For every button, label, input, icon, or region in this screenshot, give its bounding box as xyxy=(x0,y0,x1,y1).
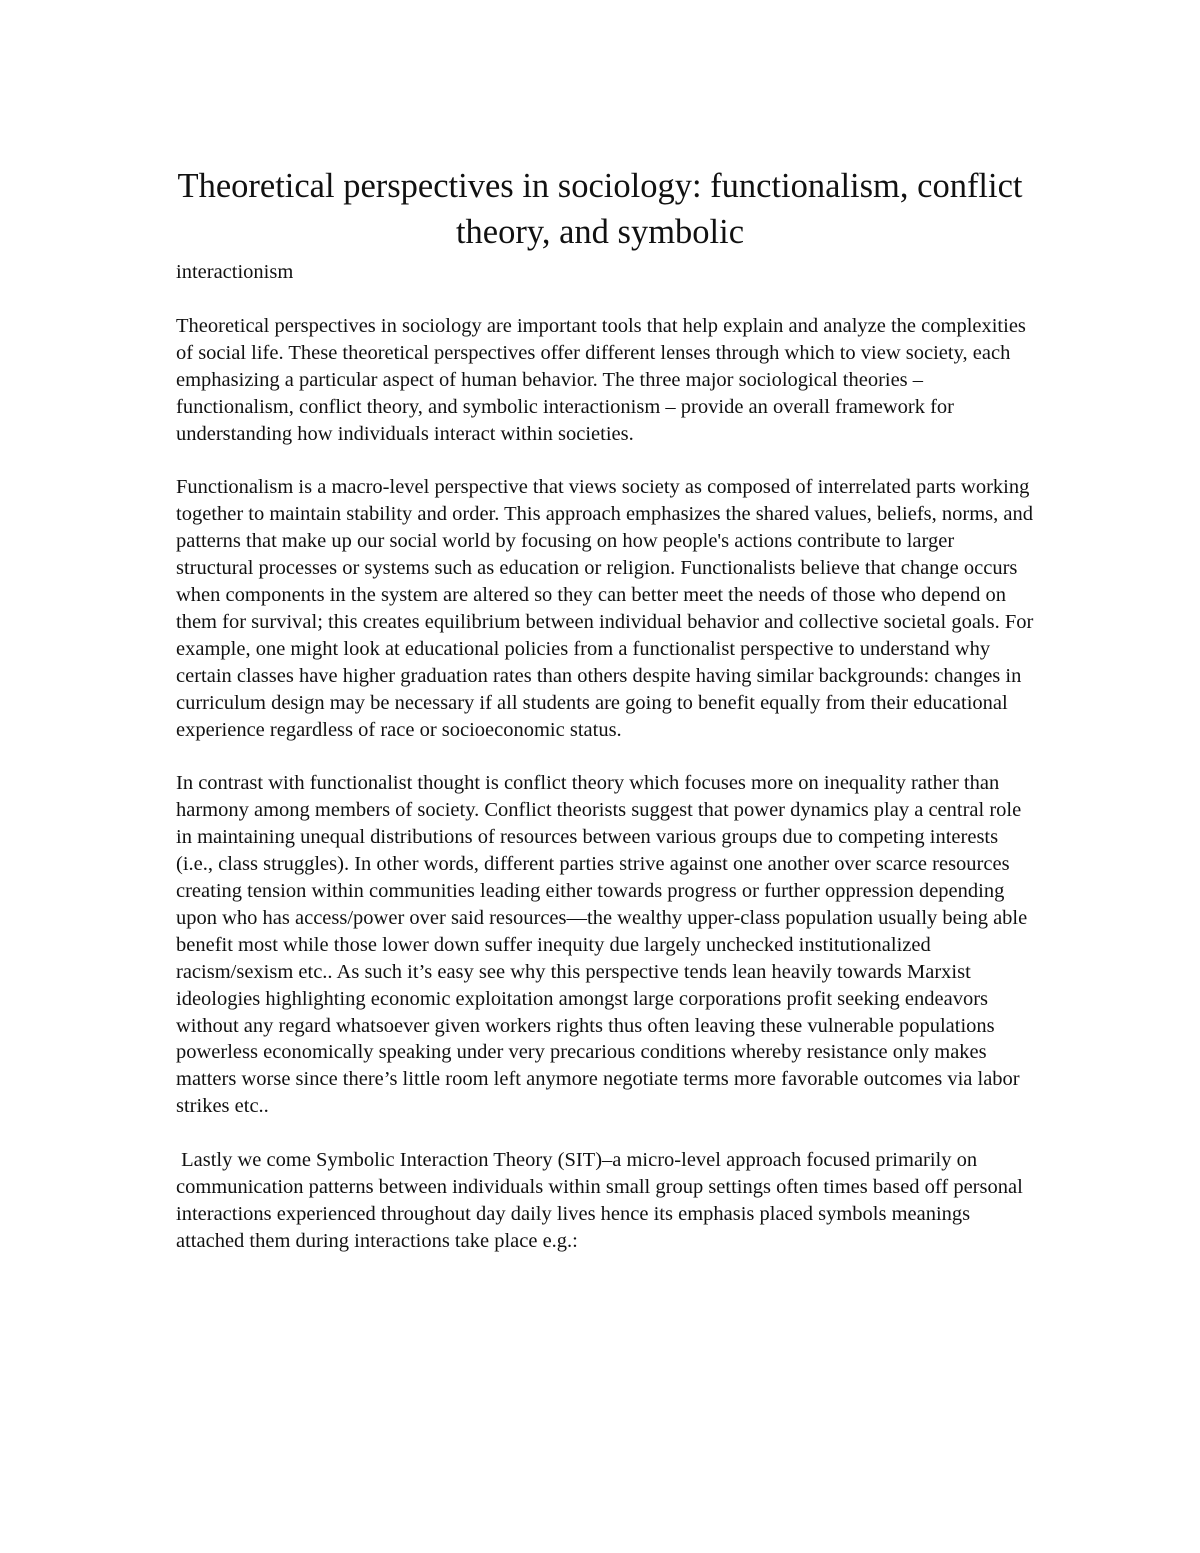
paragraph-conflict-theory: In contrast with functionalist thought is conflict theory which focuses more on inequality rather than harmony among members of society. Conflict theorists suggest that power dynamics play a central role in maintaining unequal distributions of resources between various groups due to competing interests (i.e., class struggles). In other words, different parties strive against one another over scarce resources creating tension within communities leading either towards progress or further oppression depending upon who has access/power over said resources—the wealthy upper-class population usually being able benefit most while those lower down suffer inequity due largely unchecked institutionalized racism/sexism etc.. As such it’s easy see why this perspective tends lean heavily towards Marxist ideologies highlighting economic exploitation amongst large corporations profit seeking endeavors without any regard whatsoever given workers rights thus often leaving these vulnerable populations powerless economically speaking under very precarious conditions whereby resistance only makes matters worse since there’s little room left anymore negotiate terms more favorable outcomes via labor strikes etc.. xyxy=(176,772,1033,1118)
paragraph-symbolic-interaction: Lastly we come Symbolic Interaction Theory (SIT)–a micro-level approach focused primarily on communication patterns between individuals within small group settings often times based off personal interactions experienced throughout day daily lives hence its emphasis placed symbols meanings attached them during interactions take place e.g.: xyxy=(176,1149,1028,1252)
paragraph-intro: Theoretical perspectives in sociology are important tools that help explain and analyze the complexities of social life. These theoretical perspectives offer different lenses through which to view society, each emphasizing a particular aspect of human behavior. The three major sociological theories – functionalism, conflict theory, and symbolic interactionism – provide an overall framework for understanding how individuals interact within societies. xyxy=(176,315,1032,445)
document-title: Theoretical perspectives in sociology: functionalism, conflict theory, and symbolic xyxy=(177,167,1023,251)
paragraph-functionalism: Functionalism is a macro-level perspective that views society as composed of interrelated parts working together to maintain stability and order. This approach emphasizes the shared values, beliefs, norms, and patterns that make up our social world by focusing on how people's actions contribute to larger structural processes or systems such as education or religion. Functionalists believe that change occurs when components in the system are altered so they can better meet the needs of those who depend on them for survival; this creates equilibrium between individual behavior and collective societal goals. For example, one might look at educational policies from a functionalist perspective to understand why certain classes have higher graduation rates than others despite having similar backgrounds: changes in curriculum design may be necessary if all students are going to benefit equally from their educational experience regardless of race or socioeconomic status. xyxy=(176,476,1039,741)
title-continuation: interactionism xyxy=(176,261,294,283)
document-body xyxy=(176,313,1039,1282)
